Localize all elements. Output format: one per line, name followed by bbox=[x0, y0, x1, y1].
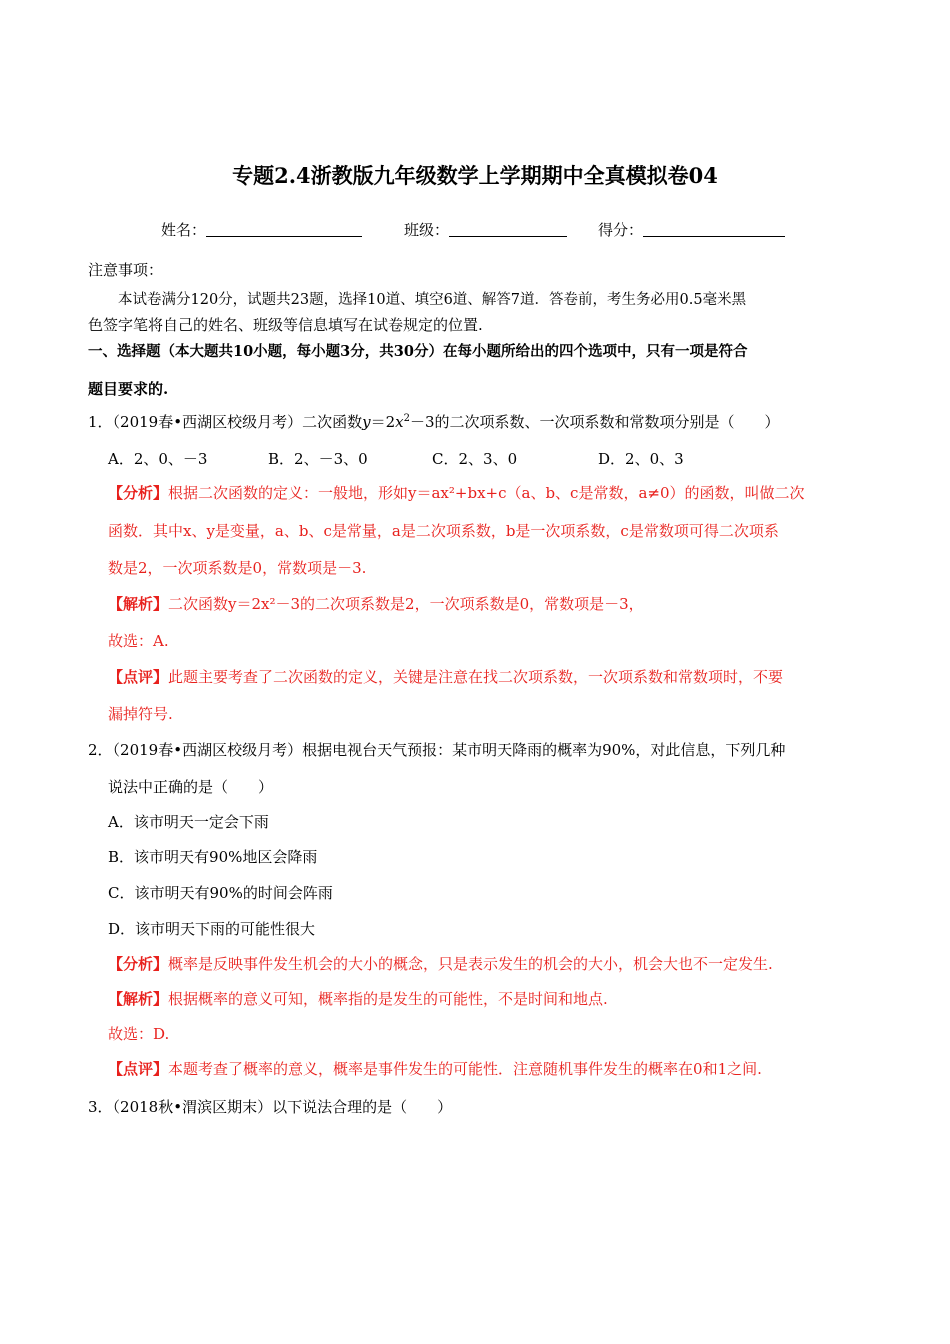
class-blank bbox=[449, 222, 567, 237]
notice-line-1: 本试卷满分120分，试题共23题，选择10道、填空6道、解答7道．答卷前，考生务必用0.5毫米黑 bbox=[118, 292, 747, 308]
q1-answer: 故选：A. bbox=[108, 632, 169, 650]
q1-comment-line-2: 漏掉符号. bbox=[108, 705, 173, 723]
q1-stem: 1．（2019春•西湖区校级月考）二次函数$y=2x^2-3$的二次项系数、一次项系数和常数项分别是（ ） bbox=[88, 413, 780, 431]
q1-option-b: B．2、－3、0 bbox=[268, 450, 368, 468]
class-label: 班级： bbox=[404, 221, 450, 239]
notice-line-2: 色签字笔将自己的姓名、班级等信息填写在试卷规定的位置. bbox=[88, 316, 483, 334]
score-field bbox=[598, 219, 785, 240]
section-heading-line-2: 题目要求的. bbox=[88, 380, 169, 398]
score-label: 得分： bbox=[598, 221, 644, 239]
q2-stem-line-2: 说法中正确的是（ ） bbox=[108, 778, 274, 796]
q1-analysis-line-2: 函数．其中x、y是变量，a、b、c是常量，a是二次项系数，b是一次项系数，c是常数项可得二次项系 bbox=[108, 522, 779, 540]
q1-analysis-line-1: 【分析】根据二次函数的定义：一般地，形如y＝ax²+bx+c（a、b、c是常数，a≠0）的函数，叫做二次 bbox=[108, 484, 805, 502]
q1-option-d: D．2、0、3 bbox=[598, 450, 684, 468]
q2-answer: 故选：D. bbox=[108, 1025, 170, 1043]
page-title: 专题2.4浙教版九年级数学上学期期中全真模拟卷04 bbox=[232, 163, 718, 188]
q2-stem-line-1: 2．（2019春•西湖区校级月考）根据电视台天气预报：某市明天降雨的概率为90%，对此信息，下列几种 bbox=[88, 741, 786, 759]
q2-option-a: A．该市明天一定会下雨 bbox=[108, 813, 269, 831]
q2-comment: 【点评】本题考查了概率的意义，概率是事件发生的可能性．注意随机事件发生的概率在0和1之间. bbox=[108, 1060, 762, 1078]
q2-option-b: B．该市明天有90%地区会降雨 bbox=[108, 848, 318, 866]
name-label: 姓名： bbox=[161, 221, 207, 239]
name-blank bbox=[206, 222, 362, 237]
q2-analysis: 【分析】概率是反映事件发生机会的大小的概念，只是表示发生的机会的大小，机会大也不一定发生. bbox=[108, 955, 773, 973]
q1-option-c: C．2、3、0 bbox=[432, 450, 518, 468]
q1-option-a: A．2、0、－3 bbox=[108, 450, 208, 468]
q2-option-d: D．该市明天下雨的可能性很大 bbox=[108, 920, 316, 938]
score-blank bbox=[643, 222, 785, 237]
class-field bbox=[404, 219, 567, 240]
q2-solution: 【解析】根据概率的意义可知，概率指的是发生的可能性，不是时间和地点. bbox=[108, 990, 608, 1008]
q1-comment-line-1: 【点评】此题主要考查了二次函数的定义，关键是注意在找二次项系数，一次项系数和常数项时，不要 bbox=[108, 668, 784, 686]
section-heading-line-1: 一、选择题（本大题共10小题，每小题3分，共30分）在每小题所给出的四个选项中，只有一项是符合 bbox=[88, 343, 748, 360]
q1-analysis-line-3: 数是2，一次项系数是0，常数项是－3. bbox=[108, 559, 367, 577]
q2-option-c: C．该市明天有90%的时间会阵雨 bbox=[108, 884, 333, 902]
name-field bbox=[161, 219, 362, 240]
q3-stem: 3．（2018秋•渭滨区期末）以下说法合理的是（ ） bbox=[88, 1098, 453, 1116]
q1-solution: 【解析】二次函数y＝2x²－3的二次项系数是2，一次项系数是0，常数项是－3， bbox=[108, 595, 644, 613]
notice-heading: 注意事项： bbox=[88, 261, 164, 279]
